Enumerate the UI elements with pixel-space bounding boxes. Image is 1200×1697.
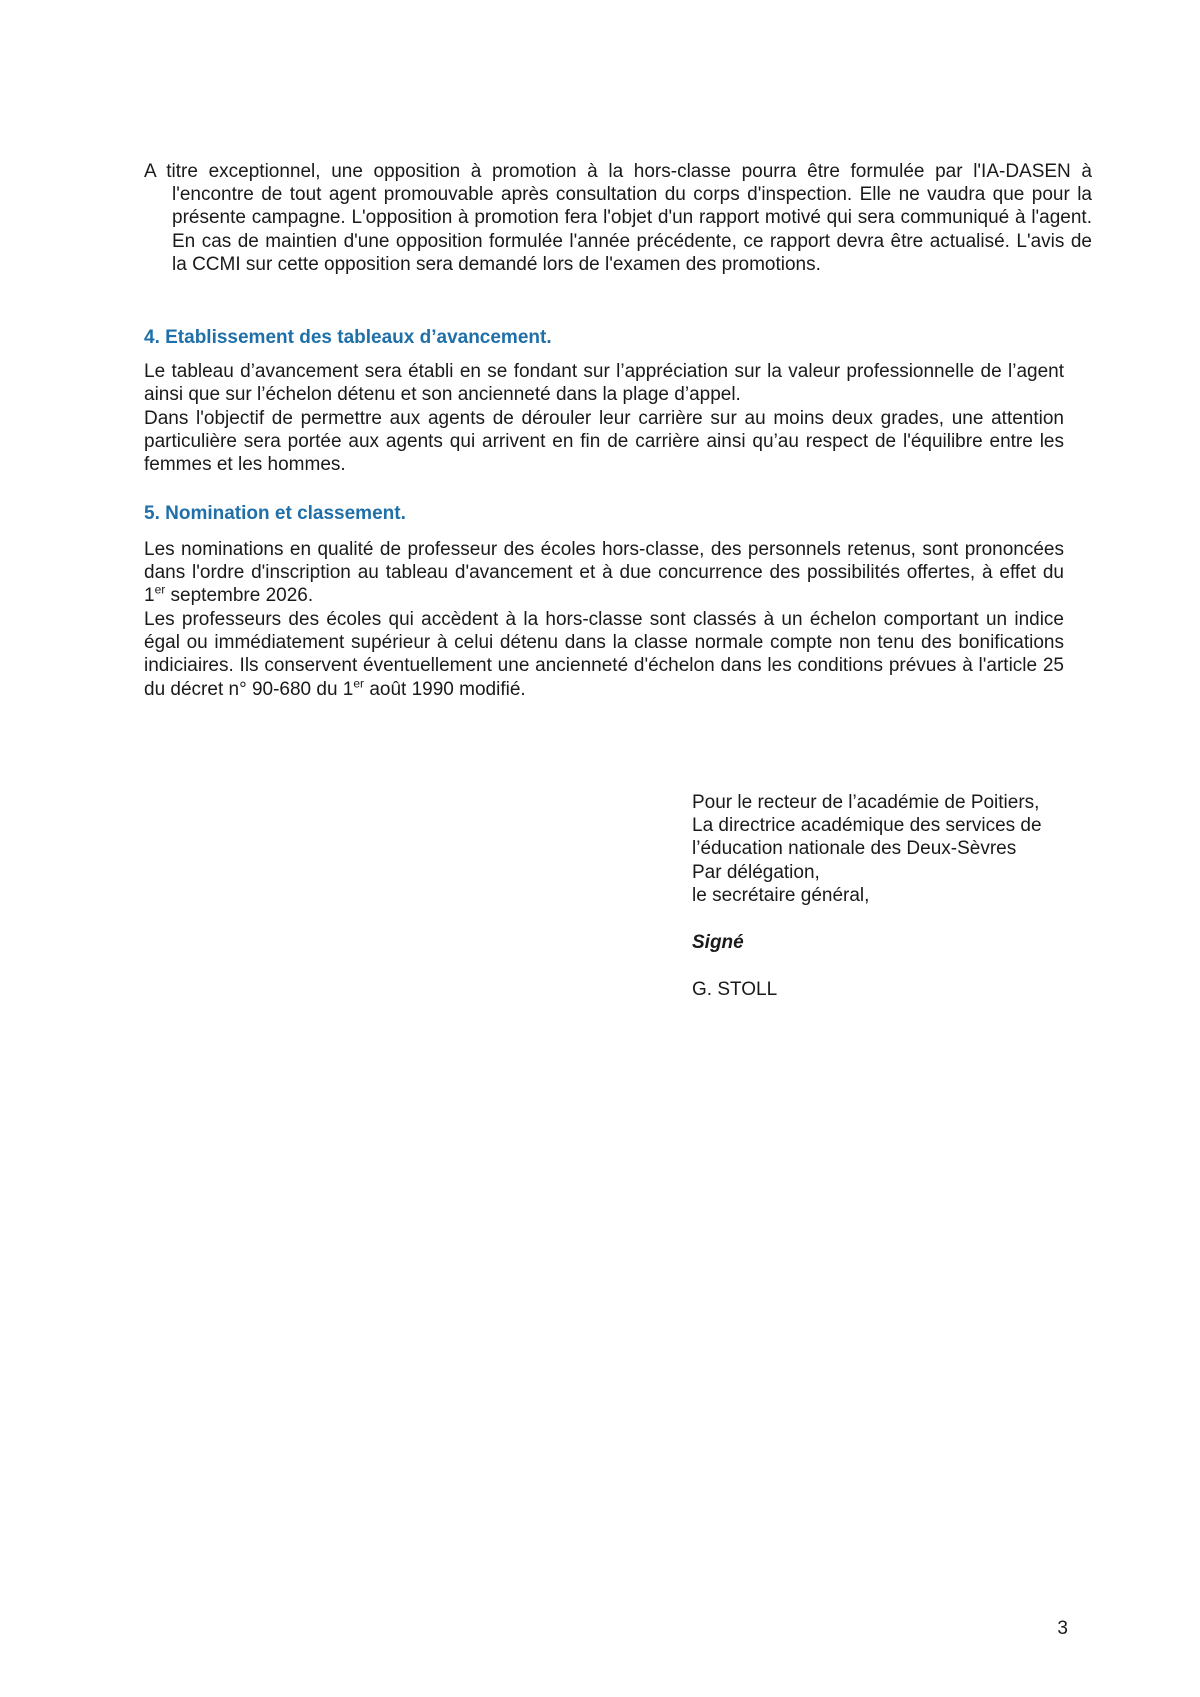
signature-block: [692, 791, 1092, 907]
signature-line: le secrétaire général,: [692, 884, 870, 906]
section-5-paragraph-1-text: Les nominations en qualité de professeur des écoles hors-classe, des personnels retenus, sont prononcées dans l'ordre d'inscription au tableau d'avancement et à due concurrence des possibilités offertes, à effet du 1: [144, 539, 1064, 607]
section-4-paragraph-1: Le tableau d’avancement sera établi en se fondant sur l’appréciation sur la valeur professionnelle de l’agent ainsi que sur l’échelon détenu et son ancienneté dans la plage d’appel.: [144, 361, 1064, 406]
section-5-heading: 5. Nomination et classement.: [144, 503, 406, 524]
signature-line: Pour le recteur de l’académie de Poitiers,: [692, 792, 1040, 813]
ordinal-superscript: er: [353, 676, 365, 691]
section-5-paragraph-2: [144, 608, 1064, 701]
page-number: 3: [1057, 1618, 1068, 1639]
section-4-heading: 4. Etablissement des tableaux d’avancement.: [144, 327, 552, 348]
signed-mention: Signé: [692, 932, 744, 953]
section-5-paragraph-1: [144, 538, 1064, 608]
ordinal-superscript: er: [154, 583, 166, 598]
section-5-paragraph-2-date: août 1990 modifié.: [364, 678, 526, 700]
signature-line: l’éducation nationale des Deux-Sèvres: [692, 838, 1017, 860]
signature-line: La directrice académique des services de: [692, 815, 1042, 837]
section-5-paragraph-2-text: Les professeurs des écoles qui accèdent à la hors-classe sont classés à un échelon comportant un indice égal ou immédiatement supérieur à celui détenu dans la classe normale compte non tenu des bonifications indiciaires. Ils conservent éventuellement une ancienneté d'échelon dans les conditions prévues à l'article 25 du décret n° 90-680 du 1: [144, 609, 1064, 700]
section-5-paragraph-1-date: septembre 2026.: [165, 585, 314, 607]
opposition-text: A titre exceptionnel, une opposition à promotion à la hors-classe pourra être formulée par l'IA-DASEN à l'encontre de tout agent promouvable après consultation du corps d'inspection. Elle ne vaudra que pour la présente campagne. L'opposition à promotion fera l'objet d'un rapport motivé qui sera communiqué à l'agent. En cas de maintien d'une opposition formulée l'année précédente, ce rapport devra être actualisé. L'avis de la CCMI sur cette opposition sera demandé lors de l'examen des promotions.: [144, 161, 1092, 275]
section-4-paragraph-2: Dans l'objectif de permettre aux agents de dérouler leur carrière sur au moins deux grades, une attention particulière sera portée aux agents qui arrivent en fin de carrière ainsi qu’au respect de l'équilibre entre les femmes et les hommes.: [144, 408, 1064, 476]
opposition-paragraph: [144, 160, 1092, 276]
signature-line: Par délégation,: [692, 861, 820, 883]
signer-name: G. STOLL: [692, 979, 778, 1000]
